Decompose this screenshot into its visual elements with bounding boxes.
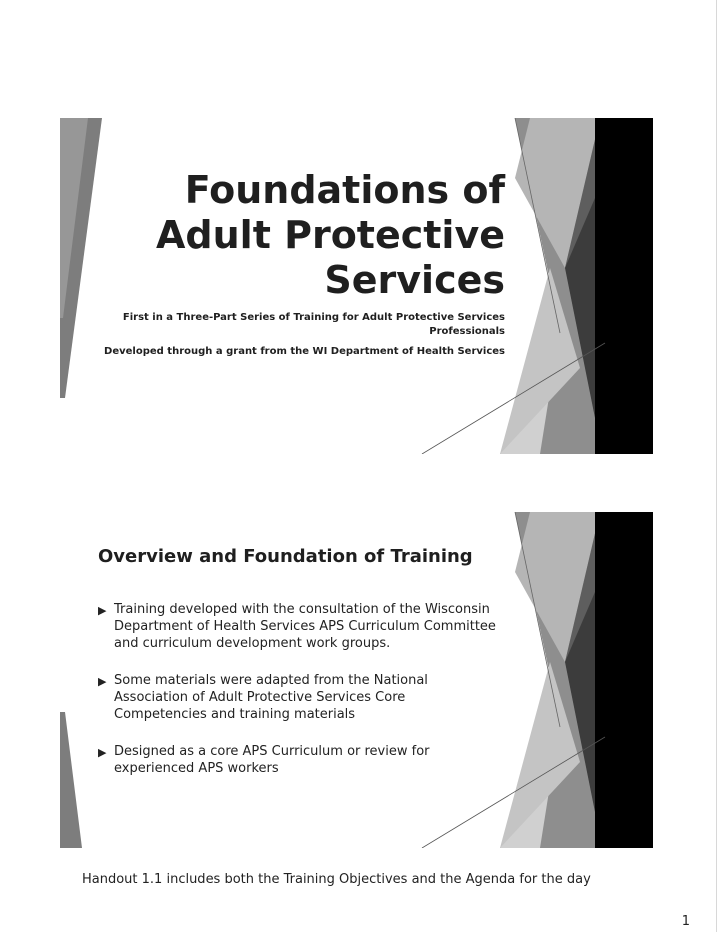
bullet-list <box>98 601 518 797</box>
handout-note: Handout 1.1 includes both the Training Objectives and the Agenda for the day <box>82 872 591 887</box>
bullet-line: Department of Health Services APS Curriculum Committee <box>114 619 496 634</box>
subtitle-series: First in a Three-Part Series of Training for Adult Protective Services <box>122 312 505 323</box>
title-block <box>85 168 505 359</box>
slide-overview <box>60 512 653 848</box>
bullet-line: Association of Adult Protective Services Core <box>114 690 406 705</box>
bullet-line: experienced APS workers <box>114 761 279 776</box>
bullet-item <box>98 743 518 777</box>
slide-title <box>60 118 653 454</box>
bullet-line: Training developed with the consultation of the Wisconsin <box>114 602 490 617</box>
bullet-line: Competencies and training materials <box>114 707 356 722</box>
subtitle-series-continued: Professionals <box>429 326 505 337</box>
bullet-item <box>98 601 518 652</box>
bullet-line: and curriculum development work groups. <box>114 636 391 651</box>
slide-title-line-2: Adult Protective <box>156 213 505 257</box>
bullet-line: Designed as a core APS Curriculum or review for <box>114 744 430 759</box>
play-arrow-icon: ▶ <box>98 675 107 688</box>
slide-title-line-3: Services <box>324 258 505 302</box>
bullet-item <box>98 672 518 723</box>
subtitle-grant: Developed through a grant from the WI Department of Health Services <box>104 346 505 357</box>
play-arrow-icon: ▶ <box>98 604 107 617</box>
page-number: 1 <box>681 914 690 929</box>
slide-heading: Overview and Foundation of Training <box>98 546 473 567</box>
play-arrow-icon: ▶ <box>98 746 107 759</box>
slide-title-line-1: Foundations of <box>184 168 505 212</box>
bullet-line: Some materials were adapted from the National <box>114 673 428 688</box>
page-edge-rule <box>716 0 717 932</box>
